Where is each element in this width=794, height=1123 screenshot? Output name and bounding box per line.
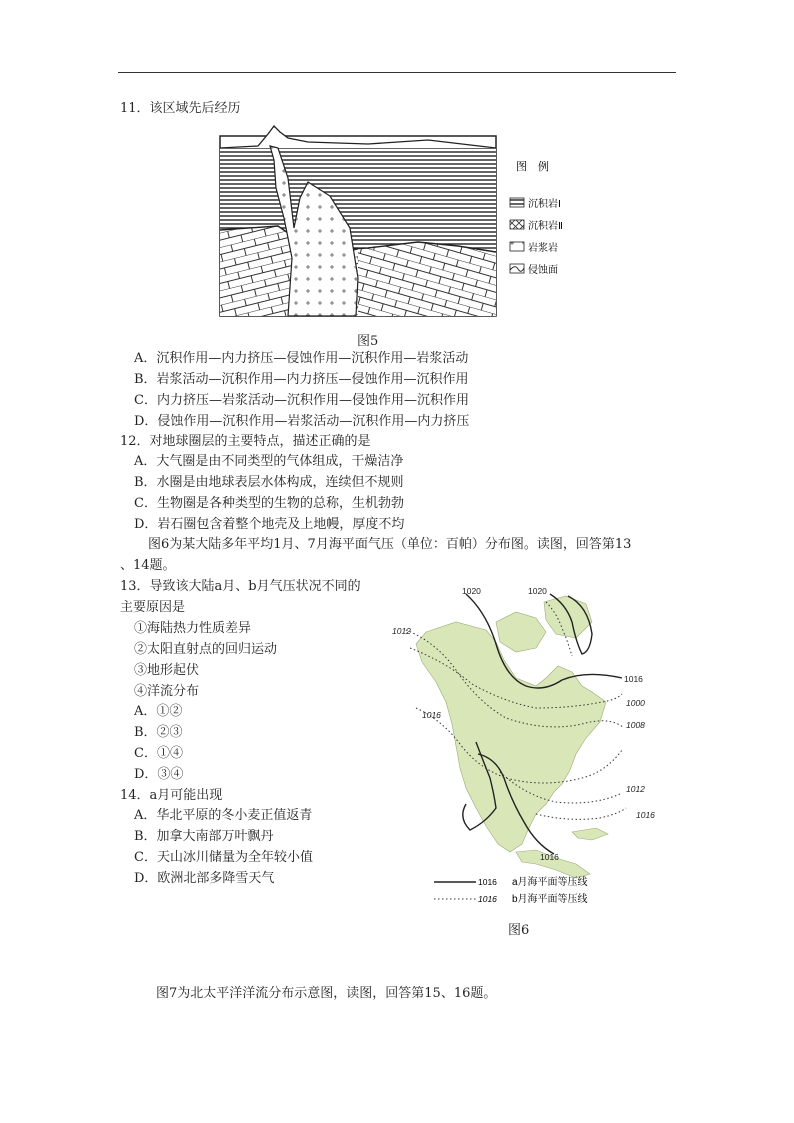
isobar-label: 1012 — [392, 626, 411, 636]
isobar-label: 1016 — [636, 810, 655, 820]
legend-a-value: 1016 — [478, 877, 497, 887]
q12-option-d: D．岩石圈包含着整个地壳及上地幔，厚度不均 — [134, 517, 405, 532]
isobar-label: 1016 — [624, 674, 643, 684]
q14-option-c: C．天山冰川储量为全年较小值 — [134, 850, 313, 865]
figure5-geologic-section — [218, 118, 598, 320]
isobar-label: 1012 — [626, 784, 645, 794]
header-rule — [118, 72, 676, 73]
q14-option-a: A．华北平原的冬小麦正值返青 — [134, 808, 313, 823]
isobar-label: 1000 — [626, 698, 645, 708]
q11-option-d: D．侵蚀作用—沉积作用—岩浆活动—沉积作用—内力挤压 — [134, 414, 470, 429]
q14-option-b: B．加拿大南部万叶飘丹 — [134, 829, 274, 844]
continent-landmass — [416, 622, 606, 852]
q12-option-c: C．生物圈是各种类型的生物的总称，生机勃勃 — [134, 496, 404, 511]
q14-option-d: D．欧洲北部多降雪天气 — [134, 871, 275, 886]
legend-erosion-label: 侵蚀面 — [528, 265, 558, 276]
isobar-label: 1016 — [422, 710, 441, 720]
q11-option-a: A．沉积作用—内力挤压—侵蚀作用—沉积作用—岩浆活动 — [134, 351, 469, 366]
q13-stem-line2: 主要原因是 — [120, 600, 186, 615]
legend-b-value: 1016 — [478, 894, 497, 904]
isobar-label: 1016 — [540, 852, 559, 862]
q12-option-b: B．水圈是由地球表层水体构成，连续但不规则 — [134, 475, 404, 490]
q13-item-2: ②太阳直射点的回归运动 — [134, 642, 278, 657]
q13-option-d: D．③④ — [134, 767, 184, 782]
q13-option-b: B．②③ — [134, 725, 183, 740]
legend-a-label: a月海平面等压线 — [512, 877, 588, 888]
q12-option-a: A．大气圈是由不同类型的气体组成，干燥洁净 — [134, 454, 404, 469]
isobar-label: 1020 — [528, 586, 547, 596]
fig5-legend-title: 图 例 — [516, 161, 549, 173]
figure5-caption: 图5 — [357, 334, 379, 349]
legend-b-label: b月海平面等压线 — [512, 894, 588, 905]
q13-stem-line1: 13．导致该大陆a月、b月气压状况不同的 — [120, 579, 361, 594]
q11-option-c: C．内力挤压—岩浆活动—沉积作用—侵蚀作用—沉积作用 — [134, 393, 469, 408]
q12-stem: 12．对地球圈层的主要特点，描述正确的是 — [120, 434, 371, 449]
intro13-line2: 、14题。 — [120, 558, 176, 573]
q11-stem: 11．该区域先后经历 — [120, 101, 241, 116]
q13-item-4: ④洋流分布 — [134, 684, 200, 699]
q11-option-b: B．岩浆活动—沉积作用—内力挤压—侵蚀作用—沉积作用 — [134, 372, 469, 387]
legend-magma-label: 岩浆岩 — [528, 243, 558, 254]
intro13-line1: 图6为某大陆多年平均1月、7月海平面气压（单位：百帕）分布图。读图，回答第13 — [148, 537, 632, 552]
legend-sed2-label: 沉积岩Ⅱ — [528, 221, 563, 232]
figure6-isobar-map — [386, 582, 666, 912]
q13-option-a: A．①② — [134, 704, 183, 719]
isobar-label: 1008 — [626, 720, 645, 730]
isobar-label: 1020 — [462, 586, 481, 596]
figure6-caption: 图6 — [508, 923, 530, 938]
legend-sed1-label: 沉积岩Ⅰ — [528, 199, 561, 210]
intro15: 图7为北太平洋洋流分布示意图，读图，回答第15、16题。 — [156, 986, 497, 1001]
q14-stem: 14．a月可能出现 — [120, 788, 223, 803]
q13-option-c: C．①④ — [134, 746, 183, 761]
q13-item-1: ①海陆热力性质差异 — [134, 621, 252, 636]
q13-item-3: ③地形起伏 — [134, 663, 200, 678]
